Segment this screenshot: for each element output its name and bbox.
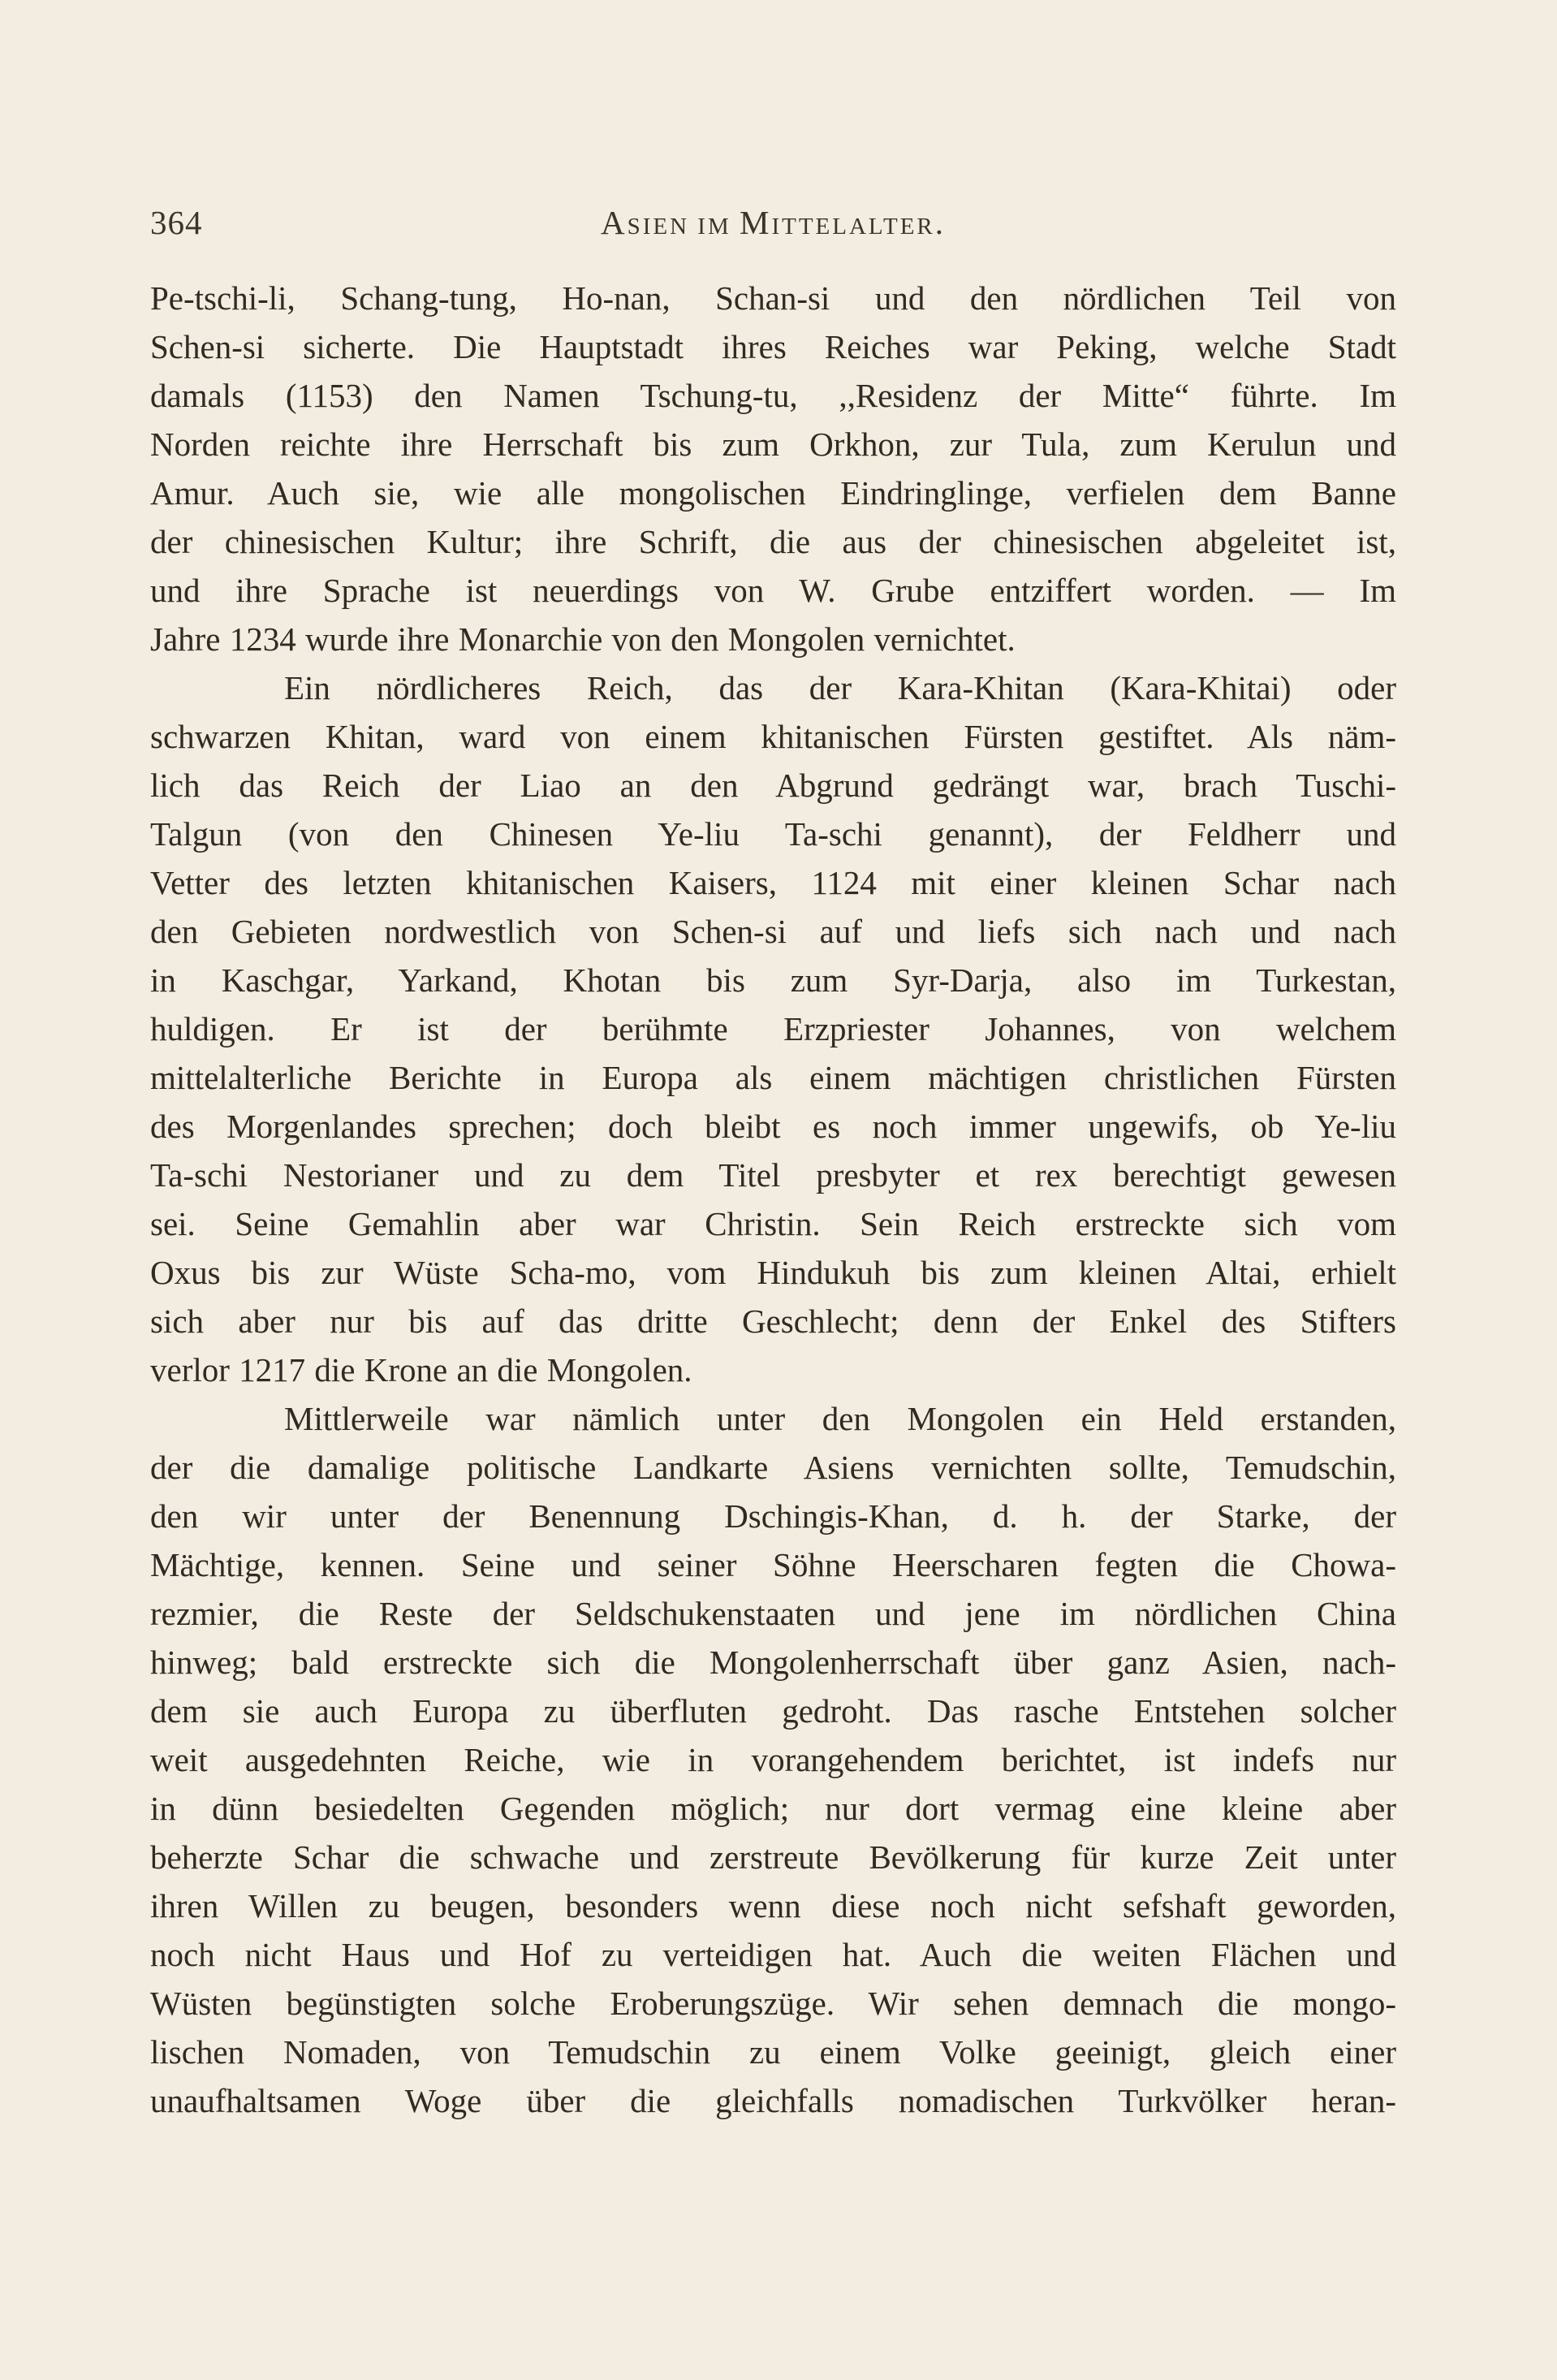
text-line: lischen Nomaden, von Temudschin zu einem Volke geeinigt, gleich einer [150, 2033, 1396, 2071]
running-head [150, 198, 1396, 247]
text-line: des Morgenlandes sprechen; doch bleibt es noch immer ungewifs, ob Ye-liu [150, 1108, 1396, 1145]
text-line: Mächtige, kennen. Seine und seiner Söhne Heerscharen fegten die Chowa- [150, 1546, 1396, 1583]
text-line: hinweg; bald erstreckte sich die Mongolenherrschaft über ganz Asien, nach- [150, 1644, 1396, 1681]
text-line: der chinesischen Kultur; ihre Schrift, die aus der chinesischen abgeleitet ist, [150, 523, 1396, 560]
text-line: Vetter des letzten khitanischen Kaisers, 1124 mit einer kleinen Schar nach [150, 864, 1396, 901]
text-line: Jahre 1234 wurde ihre Monarchie von den Mongolen vernichtet. [150, 620, 1016, 658]
text-line: rezmier, die Reste der Seldschukenstaaten und jene im nördlichen China [150, 1595, 1396, 1632]
text-line: Mittlerweile war nämlich unter den Mongolen ein Held erstanden, [284, 1400, 1396, 1437]
text-line: den wir unter der Benennung Dschingis-Khan, d. h. der Starke, der [150, 1497, 1396, 1535]
text-line: schwarzen Khitan, ward von einem khitanischen Fürsten gestiftet. Als näm- [150, 718, 1396, 755]
text-line: der die damalige politische Landkarte Asiens vernichten sollte, Temudschin, [150, 1449, 1396, 1486]
text-line: Wüsten begünstigten solche Eroberungszüge. Wir sehen demnach die mongo- [150, 1985, 1396, 2022]
text-line: Oxus bis zur Wüste Scha-mo, vom Hindukuh bis zum kleinen Altai, erhielt [150, 1254, 1396, 1291]
text-line: den Gebieten nordwestlich von Schen-si auf und liefs sich nach und nach [150, 913, 1396, 950]
page-number: 364 [150, 204, 203, 241]
paragraph-1 [150, 274, 1396, 663]
text-line: in Kaschgar, Yarkand, Khotan bis zum Syr-Darja, also im Turkestan, [150, 961, 1396, 999]
text-line: Talgun (von den Chinesen Ye-liu Ta-schi genannt), der Feldherr und [150, 815, 1396, 853]
text-line: Schen-si sicherte. Die Hauptstadt ihres Reiches war Peking, welche Stadt [150, 328, 1396, 365]
text-line: unaufhaltsamen Woge über die gleichfalls nomadischen Turkvölker heran- [150, 2082, 1396, 2119]
text-line: noch nicht Haus und Hof zu verteidigen hat. Auch die weiten Flächen und [150, 1936, 1396, 1973]
text-line: lich das Reich der Liao an den Abgrund gedrängt war, brach Tuschi- [150, 767, 1396, 804]
text-line: dem sie auch Europa zu überfluten gedroht. Das rasche Entstehen solcher [150, 1692, 1396, 1730]
paragraph-2 [150, 663, 1396, 1394]
text-line: mittelalterliche Berichte in Europa als einem mächtigen christlichen Fürsten [150, 1059, 1396, 1096]
text-line: Ta-schi Nestorianer und zu dem Titel presbyter et rex berechtigt gewesen [150, 1156, 1396, 1194]
body-text [150, 274, 1396, 2125]
text-line: huldigen. Er ist der berühmte Erzpriester Johannes, von welchem [150, 1010, 1396, 1047]
paragraph-3 [150, 1394, 1396, 2125]
text-line: Amur. Auch sie, wie alle mongolischen Eindringlinge, verfielen dem Banne [150, 474, 1396, 512]
text-line: und ihre Sprache ist neuerdings von W. Grube entziffert worden. — Im [150, 572, 1396, 609]
text-line: Pe-tschi-li, Schang-tung, Ho-nan, Schan-si und den nördlichen Teil von [150, 279, 1396, 317]
text-line: Ein nördlicheres Reich, das der Kara-Khitan (Kara-Khitai) oder [284, 669, 1396, 706]
text-line: sei. Seine Gemahlin aber war Christin. Sein Reich erstreckte sich vom [150, 1205, 1396, 1242]
text-line: sich aber nur bis auf das dritte Geschlecht; denn der Enkel des Stifters [150, 1302, 1396, 1340]
text-line: beherzte Schar die schwache und zerstreute Bevölkerung für kurze Zeit unter [150, 1838, 1396, 1876]
running-title: ASIEN IM MITTELALTER. [601, 204, 946, 241]
text-line: in dünn besiedelten Gegenden möglich; nur dort vermag eine kleine aber [150, 1790, 1396, 1827]
text-line: verlor 1217 die Krone an die Mongolen. [150, 1351, 692, 1389]
text-line: Norden reichte ihre Herrschaft bis zum Orkhon, zur Tula, zum Kerulun und [150, 425, 1396, 463]
text-line: ihren Willen zu beugen, besonders wenn diese noch nicht sefshaft geworden, [150, 1887, 1396, 1924]
text-line: weit ausgedehnten Reiche, wie in vorangehendem berichtet, ist indefs nur [150, 1741, 1396, 1778]
text-line: damals (1153) den Namen Tschung-tu, ,,Residenz der Mitte“ führte. Im [150, 377, 1396, 414]
